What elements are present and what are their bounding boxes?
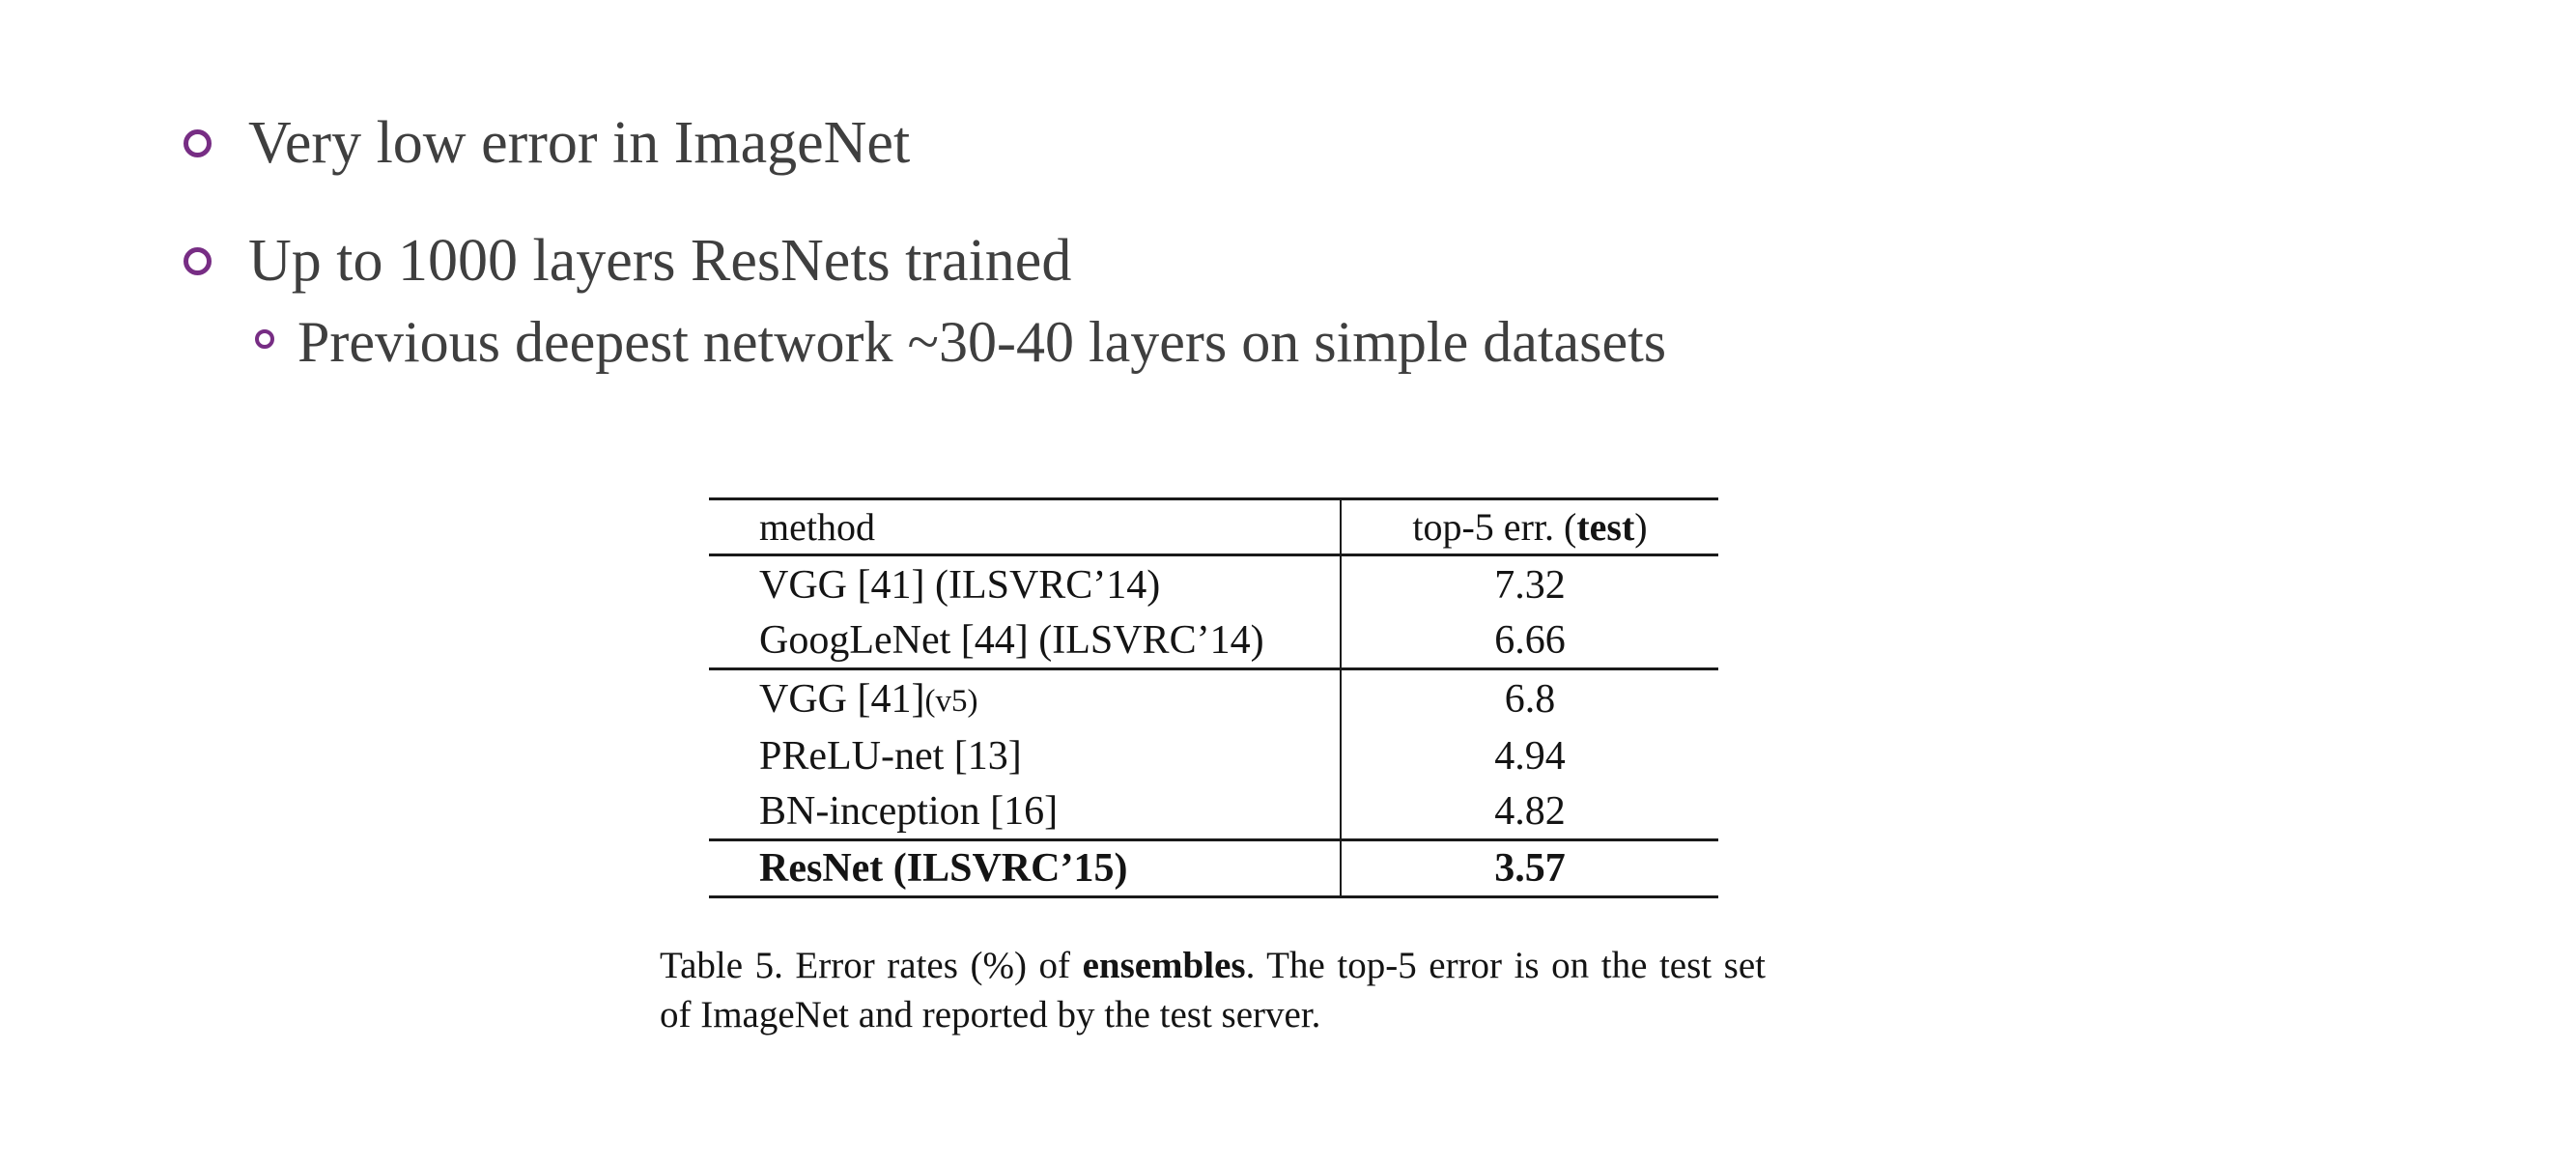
column-header-method: method bbox=[709, 500, 1342, 554]
caption-bold-word: ensembles bbox=[1082, 945, 1246, 986]
results-table bbox=[709, 497, 1718, 898]
method-cell: GoogLeNet [44] (ILSVRC’14) bbox=[709, 613, 1342, 667]
method-cell: PReLU-net [13] bbox=[709, 727, 1342, 784]
sub-bullet-item bbox=[255, 305, 1666, 379]
method-cell: BN-inception [16] bbox=[709, 784, 1342, 838]
bullet-circle-icon bbox=[184, 129, 212, 157]
bullet-item-2 bbox=[184, 222, 1071, 299]
table-row bbox=[709, 670, 1718, 727]
value-cell: 4.94 bbox=[1494, 733, 1566, 779]
method-cell: ResNet (ILSVRC’15) bbox=[709, 841, 1342, 895]
value-cell: 6.66 bbox=[1494, 618, 1566, 663]
table-header-row bbox=[709, 500, 1718, 556]
method-cell: VGG [41] (ILSVRC’14) bbox=[709, 556, 1342, 613]
sub-bullet-text: Previous deepest network ~30-40 layers on simple datasets bbox=[297, 310, 1667, 374]
table-row bbox=[709, 613, 1718, 670]
value-cell: 3.57 bbox=[1494, 846, 1566, 891]
value-cell: 7.32 bbox=[1494, 562, 1566, 608]
value-cell: 6.8 bbox=[1504, 676, 1556, 722]
method-cell: VGG [41] (v5) bbox=[709, 670, 1342, 727]
bullet-text: Very low error in ImageNet bbox=[248, 110, 911, 176]
value-cell: 4.82 bbox=[1494, 789, 1566, 834]
bullet-text: Up to 1000 layers ResNets trained bbox=[248, 228, 1072, 294]
sub-bullet-circle-icon bbox=[255, 329, 274, 349]
bullet-item-1 bbox=[184, 104, 910, 182]
bullet-circle-icon bbox=[184, 247, 212, 275]
table-row bbox=[709, 727, 1718, 784]
column-header-top5-err: top-5 err. ( test ) bbox=[1412, 505, 1648, 549]
table-caption: Table 5. Error rates (%) of ensembles. The top-5 error is on the test set of ImageNet and reported by the test server. bbox=[660, 945, 1766, 1036]
table-row-resnet bbox=[709, 841, 1718, 898]
table-row bbox=[709, 556, 1718, 613]
table-row bbox=[709, 784, 1718, 841]
